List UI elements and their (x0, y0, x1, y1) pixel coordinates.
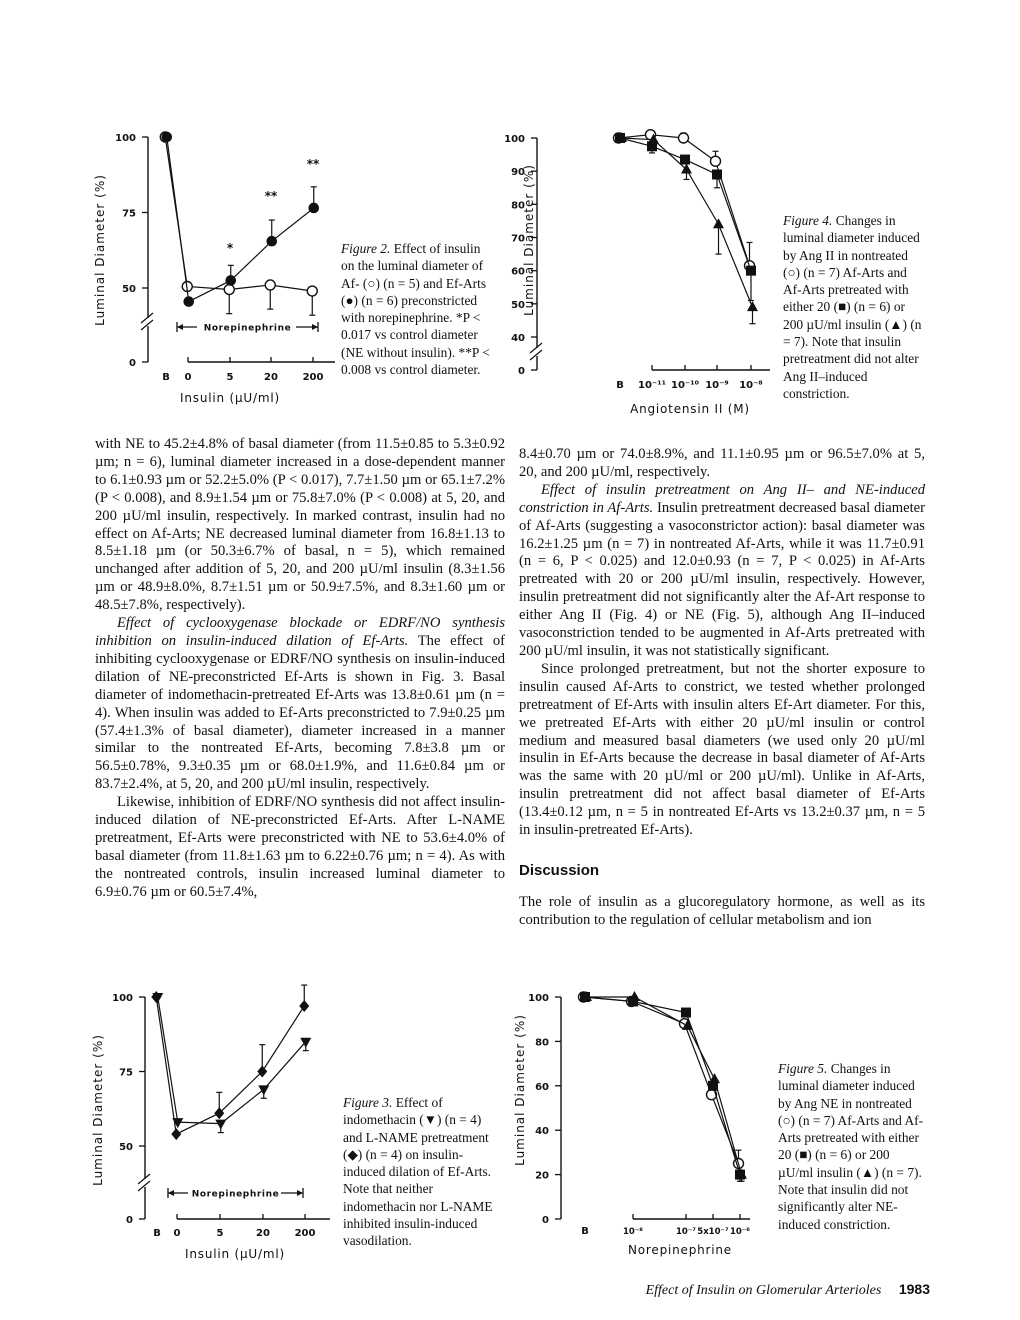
paragraph (519, 661, 925, 840)
paragraph (95, 436, 505, 615)
y-tick-label: 100 (528, 993, 549, 1004)
x-tick-label: 200 (294, 1228, 316, 1239)
y-tick-label: 50 (511, 299, 525, 311)
x-tick-label: 10⁻⁶ (729, 1227, 751, 1237)
figure-3-caption (343, 1094, 503, 1250)
figure-5-caption (778, 1060, 928, 1233)
x-tick-label: 10⁻¹⁰ (671, 380, 699, 391)
caption-text: Changes in luminal diameter induced by Ang NE in nontreated (○) (n = 7) Af-Arts and Af-Arts pretreated with either 20 (■) (n = 6) or 200 µU/ml insulin (▲) (n = 7). Note that insulin did not significantly alter NE-induced constriction. (778, 1061, 924, 1232)
series-line (167, 137, 314, 302)
arrow-head (168, 1190, 174, 1196)
series-line (158, 997, 306, 1124)
y-tick-label: 60 (535, 1081, 549, 1093)
x-tick-label: 5 (216, 1228, 224, 1239)
paragraph-text: Since prolonged pretreatment, but not the shorter exposure to insulin caused Af-Arts to constrict, we tested whether prolonged pretreatment of Ef-Arts with insulin alters Ef-Art diameter. For this, we pretreated Ef-Arts with either 20 µU/ml insulin or control medium and measured basal diameters (we used only 20 µU/ml insulin in Ef-Arts because the decrease in basal diameter of Af-Arts was the same with 20 µU/ml or 200 µU/ml). Unlike in Af-Arts, insulin pretreatment did not affect basal diameter of Ef-Arts (13.4±0.12 µm, n = 5 in nontreated Ef-Arts vs 13.2±0.37 µm, n = 5 in insulin-pretreated Ef-Arts). (519, 660, 925, 839)
chart-group (91, 985, 330, 1261)
y-tick-label: 0 (542, 1215, 549, 1226)
data-point-open-circle (224, 285, 234, 295)
y-tick-label: 75 (122, 208, 136, 220)
x-tick-label: B (581, 1226, 589, 1237)
series-line (156, 997, 304, 1134)
x-tick-label: B (153, 1228, 161, 1239)
paragraph (519, 446, 925, 482)
caption-label: Figure 5. (778, 1061, 828, 1076)
paragraph (95, 794, 505, 901)
y-tick-label: 100 (112, 993, 133, 1004)
caption-label: Figure 4. (783, 213, 833, 228)
y-tick-label: 50 (122, 284, 136, 295)
section-heading-discussion: Discussion (519, 861, 600, 879)
data-point-triangle-down (172, 1118, 183, 1128)
caption-text: Changes in luminal diameter induced by Ang II in nontreated (○) (n = 7) Af-Arts and Af-Arts pretreated with either 20 (■) (n = 6) or 200 µU/ml insulin (▲) (n = 7). Note that insulin pretreatment did not alter Ang II–induced constriction. (783, 213, 922, 401)
x-tick-label: 200 (302, 372, 324, 383)
paragraph: The role of insulin as a glucoregulatory hormone, as well as its contribution to the regulation of cellular metabolism and ion (519, 893, 925, 928)
x-tick-label: 10⁻¹¹ (638, 380, 666, 391)
annotation-label: Norepinephrine (203, 323, 292, 334)
y-tick-label: 50 (119, 1142, 133, 1153)
series-line (587, 997, 742, 1175)
y-tick-label: 20 (535, 1170, 549, 1182)
y-tick-label: 90 (511, 167, 525, 179)
data-point-open-circle (307, 286, 317, 296)
chart-group (504, 130, 770, 416)
data-point-diamond (171, 1128, 181, 1140)
chart-group (93, 132, 335, 405)
y-tick-label: 100 (504, 134, 525, 145)
data-point-filled-circle (266, 236, 277, 247)
data-point-open-circle (679, 133, 689, 143)
x-tick-label: B (162, 372, 170, 383)
data-point-filled-circle (183, 296, 194, 307)
left-text-column (95, 436, 505, 902)
figure-5-chart (505, 980, 780, 1270)
caption-text: Effect of insulin on the luminal diameter of Af- (○) (n = 5) and Ef-Arts (●) (n = 6) preconstricted with norepinephrine. *P < 0.017 vs control diameter (NE without insulin). **P < 0.008 vs control diameter. (341, 241, 490, 378)
figure-4-caption (783, 212, 928, 402)
figure-3-chart (90, 980, 345, 1270)
data-point-square (680, 155, 690, 165)
right-text-column (519, 446, 925, 930)
data-point-triangle (713, 218, 724, 228)
x-axis-label: Angiotensin II (M) (630, 402, 750, 416)
y-tick-label: 40 (535, 1126, 549, 1138)
x-tick-label: B (616, 380, 624, 391)
paragraph (95, 615, 505, 794)
paragraph (519, 482, 925, 661)
significance-marker: ** (306, 157, 320, 171)
data-point-filled-circle (308, 203, 319, 214)
x-tick-label: 10⁻⁹ (705, 380, 729, 391)
paragraph-text: Likewise, inhibition of EDRF/NO synthesis did not affect insulin-induced dilation of NE-preconstricted Ef-Arts. After L-NAME pretreatment, Ef-Arts were preconstricted with NE to 53.6±4.0% of basal diameter (from 11.8±1.63 µm to 6.22±0.76 µm; n = 4). As with the nontreated controls, insulin increased luminal diameter to 6.9±0.76 µm or 60.5±7.4%, (95, 794, 505, 900)
y-tick-label: 40 (511, 333, 525, 344)
data-point-triangle-down (258, 1085, 269, 1095)
arrow-head (297, 1190, 303, 1196)
x-tick-label: 20 (256, 1228, 270, 1239)
run-in-heading: Effect of insulin pretreatment on Ang II– and NE-induced constriction in Af-Arts. (519, 481, 925, 516)
data-point-square (681, 1008, 691, 1018)
y-axis-label: Luminal Diameter (%) (513, 1014, 527, 1166)
y-axis-label: Luminal Diameter (%) (91, 1034, 105, 1186)
y-tick-label: 80 (511, 200, 525, 212)
page-number: 1983 (898, 1281, 930, 1297)
figure-2-caption (341, 240, 491, 378)
x-tick-label: 10⁻⁸ (622, 1227, 644, 1237)
x-tick-label: 10⁻⁷ (675, 1227, 697, 1237)
data-point-filled-circle (161, 132, 172, 143)
series-line (619, 135, 750, 266)
y-axis-label: Luminal Diameter (%) (522, 164, 536, 316)
series-line (165, 137, 312, 291)
data-point-triangle (681, 164, 692, 174)
arrow-head (177, 324, 183, 330)
x-tick-label: 5x10⁻⁷ (697, 1227, 729, 1237)
paragraph-text: The effect of inhibiting cyclooxygenase or EDRF/NO synthesis on insulin-induced dilation of NE-preconstricted Ef-Arts is shown in Fig. 3. Basal diameter of indomethacin-pretreated Ef-Arts was 13.8±0.61 µm (n = 4). When insulin was added to Ef-Arts preconstricted to 7.9±0.25 µm (57.4±1.3% of basal diameter), diameter increased in a manner similar to the nontreated Ef-Arts, becoming 7.8±3.8 µm or 56.5±0.78%, 9.3±0.35 µm or 68.0±1.9%, and 11.6±0.84 µm or 83.7±2.4%, at 5, 20, and 200 µU/ml insulin, respectively. (95, 632, 505, 793)
caption-label: Figure 2. (341, 241, 391, 256)
data-point-triangle-down (215, 1120, 226, 1130)
figure-2-chart (90, 120, 350, 415)
run-in-heading: Effect of cyclooxygenase blockade or EDRF/NO synthesis inhibition on insulin-induced dilation of Ef-Arts. (95, 615, 505, 649)
data-point-square (712, 169, 722, 179)
paragraph-text: Insulin pretreatment decreased basal diameter of Af-Arts (suggesting a vasoconstrictor action): basal diameter was 16.2±1.25 µm (n = 7) in nontreated Af-Arts, while it was 11.7±0.91 (n = 6, P < 0.025) and 12.0±0.93 (n = 7, P < 0.025) in Af-Arts pretreated with 20 or 200 µU/ml insulin, respectively. However, insulin pretreatment did not significantly alter the Af-Art response to either Ang II (Fig. 4) or NE (Fig. 5), although Ang II–induced vasoconstriction tended to be augmented in Af-Arts pretreated with 200 µU/ml insulin, it was not statistically significant. (519, 499, 925, 659)
y-tick-label: 70 (511, 233, 525, 245)
annotation-label: Norepinephrine (191, 1189, 280, 1200)
page-footer (646, 1281, 930, 1299)
x-tick-label: 0 (184, 372, 192, 383)
x-axis-label: Insulin (µU/ml) (185, 1247, 285, 1261)
data-point-filled-circle (225, 275, 236, 286)
caption-text: Effect of indomethacin (▼) (n = 4) and L-NAME pretreatment (◆) (n = 4) on insulin-induced dilation of Ef-Arts. Note that neither indomethacin nor L-NAME inhibited insulin-induced vasodilation. (343, 1095, 493, 1249)
x-axis-label: Insulin (µU/ml) (180, 391, 280, 405)
y-tick-label: 100 (115, 133, 136, 144)
chart-group (513, 991, 750, 1257)
x-tick-label: 10⁻⁸ (739, 380, 763, 391)
y-tick-label: 75 (119, 1067, 133, 1079)
x-tick-label: 20 (264, 372, 278, 383)
x-tick-label: 5 (226, 372, 234, 383)
x-tick-label: 0 (173, 1228, 181, 1239)
figure-4-chart (505, 120, 780, 420)
arrow-head (312, 324, 318, 330)
data-point-square (746, 266, 756, 276)
running-title: Effect of Insulin on Glomerular Arterioles (645, 1283, 882, 1298)
x-axis-label: Norepinephrine (628, 1243, 732, 1257)
y-tick-label: 0 (129, 358, 136, 369)
data-point-open-circle (711, 156, 721, 166)
significance-marker: ** (264, 189, 278, 203)
data-point-triangle (747, 301, 758, 311)
y-tick-label: 0 (518, 366, 525, 377)
data-point-open-circle (265, 280, 275, 290)
y-tick-label: 80 (535, 1037, 549, 1049)
paragraph-text: 8.4±0.70 µm or 74.0±8.9%, and 11.1±0.95 µm or 96.5±7.0% at 5, 20, and 200 µU/ml, respectively. (519, 446, 925, 480)
paragraph-text: with NE to 45.2±4.8% of basal diameter (from 11.5±0.85 to 5.3±0.92 µm; n = 6), luminal diameter increased in a dose-dependent manner to 6.1±0.93 µm or 52.2±5.0% (P < 0.017), 7.7±1.50 µm or 65.1±7.2% (P < 0.008), and 8.9±1.54 µm or 75.8±7.0% (P < 0.008) at 5, 20, and 200 µU/ml insulin, respectively. In marked contrast, insulin had no effect on Af-Arts; NE decreased luminal diameter from 16.8±1.13 to 8.5±1.18 µm (or 50.3±6.7% of basal, n = 5), which remained unchanged after addition of 5, 20, and 200 µU/ml insulin (8.3±1.56 µm or 48.9±8.0%, 8.7±1.51 µm or 50.9±7.5%, and 8.3±1.60 µm or 48.5±7.8%, respectively). (95, 436, 505, 614)
significance-marker: * (226, 241, 234, 255)
caption-label: Figure 3. (343, 1095, 393, 1110)
data-point-diamond (299, 1000, 309, 1012)
y-axis-label: Luminal Diameter (%) (93, 174, 107, 326)
y-tick-label: 60 (511, 266, 525, 278)
y-tick-label: 0 (126, 1215, 133, 1226)
